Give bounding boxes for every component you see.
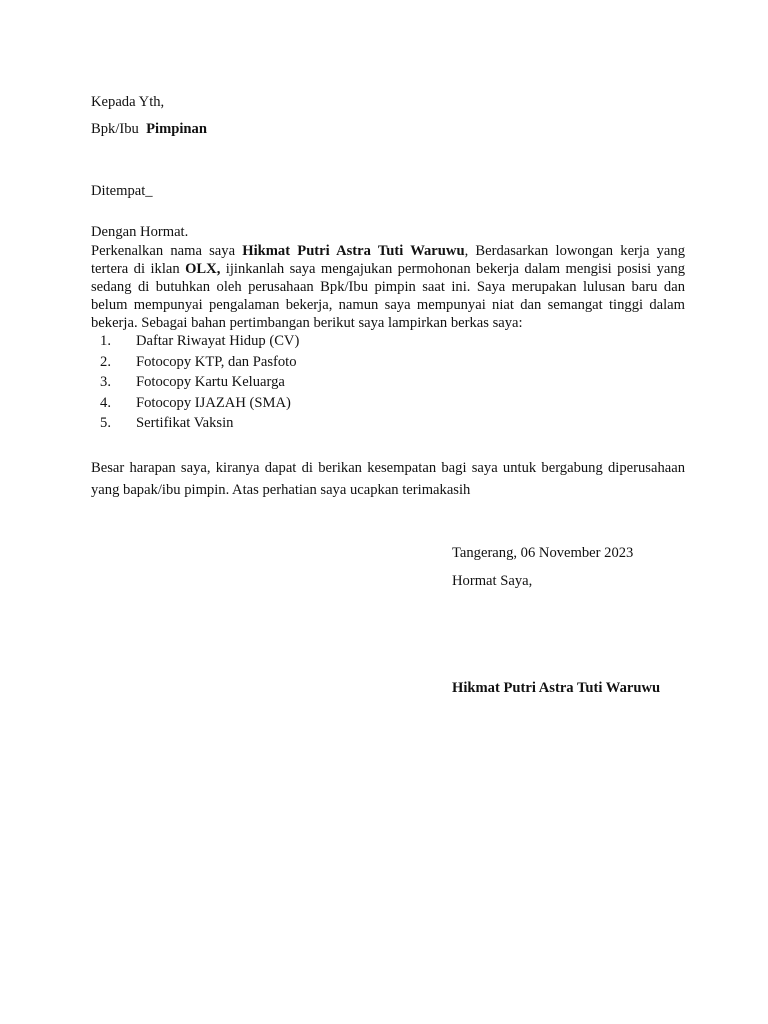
attachment-list	[91, 332, 299, 435]
list-item: 2. Fotocopy KTP, dan Pasfoto	[100, 353, 297, 370]
greeting: Dengan Hormat.	[91, 224, 189, 240]
regards: Hormat Saya,	[452, 573, 533, 589]
list-item: 1. Daftar Riwayat Hidup (CV)	[100, 333, 300, 349]
recipient-prefix: Bpk/Ibu	[91, 121, 139, 137]
location-line: Ditempat_	[91, 183, 153, 199]
intro-text-1: Perkenalkan nama saya	[91, 243, 243, 259]
intro-text-3: ijinkanlah saya mengajukan permohonan bekerja dalam mengisi posisi yang sedang di butuhkan oleh perusahaan Bpk/Ibu pimpin saat ini. Saya merupakan lulusan baru dan belum mempunyai pengalaman bekerja, namun saya mempunyai niat dan semangat tinggi dalam bekerja. Sebagai bahan pertimbangan berikut saya lampirkan berkas saya:	[91, 261, 685, 331]
intro-paragraph	[91, 242, 685, 332]
recipient-title-line	[91, 120, 207, 138]
closing-paragraph: Besar harapan saya, kiranya dapat di berikan kesempatan bagi saya untuk bergabung diperusahaan yang bapak/ibu pimpin. Atas perhatian saya ucapkan terimakasih	[91, 460, 685, 498]
list-item: 5. Sertifikat Vaksin	[100, 415, 234, 432]
intro-text-2: , Berdasarkan lowongan kerja yang tertera di iklan	[91, 243, 686, 277]
applicant-name: Hikmat Putri Astra Tuti Waruwu	[242, 243, 465, 259]
recipient-title: Pimpinan	[146, 121, 207, 137]
place-date: Tangerang, 06 November 2023	[452, 545, 634, 561]
job-source: OLX,	[185, 261, 221, 277]
recipient-line: Kepada Yth,	[91, 94, 165, 110]
signer-name: Hikmat Putri Astra Tuti Waruwu	[452, 680, 661, 696]
list-item: 3. Fotocopy Kartu Keluarga	[100, 374, 285, 391]
list-item: 4. Fotocopy IJAZAH (SMA)	[100, 394, 291, 411]
